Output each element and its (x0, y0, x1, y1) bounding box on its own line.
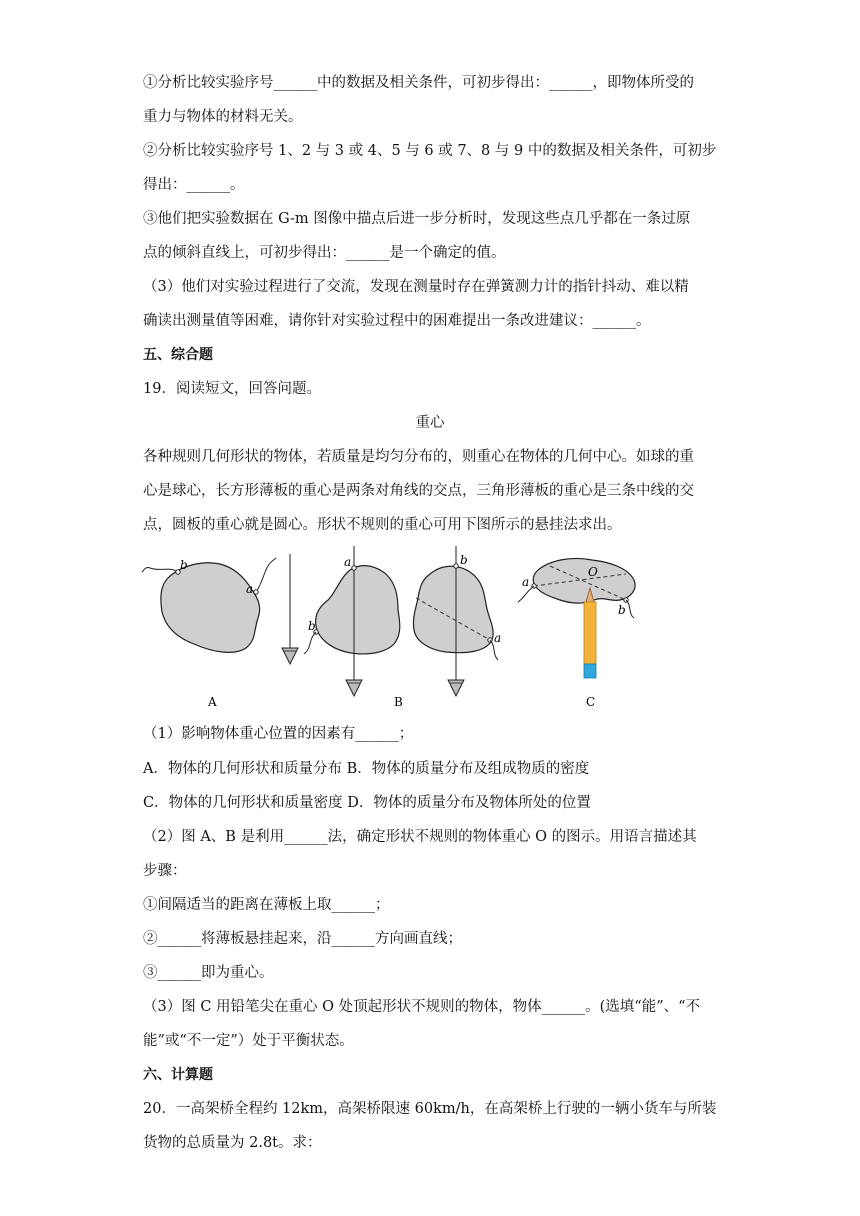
text-line: 得出：______。 (143, 177, 245, 193)
suspension-method-figure (140, 540, 640, 710)
sub-question-2-cont: 步骤： (143, 863, 187, 879)
article-paragraph: 心是球心，长方形薄板的重心是两条对角线的交点，三角形薄板的重心是三条中线的交 (143, 483, 694, 499)
sub-question-2: （2）图 A、B 是利用______法，确定形状不规则的物体重心 O 的图示。用语言描述其 (143, 829, 697, 845)
question-20-cont: 货物的总质量为 2.8t。求： (143, 1135, 322, 1151)
section-heading-6: 六、计算题 (143, 1067, 213, 1083)
text-line: （3）他们对实验过程进行了交流，发现在测量时存在弹簧测力计的指针抖动、难以精 (143, 279, 689, 295)
text-line: 确读出测量值等困难，请你针对实验过程中的困难提出一条改进建议：______。 (143, 313, 651, 329)
point-b-label: b (180, 558, 188, 572)
point-b-label: b (308, 619, 316, 633)
question-20: 20．一高架桥全程约 12km，高架桥限速 60km/h，在高架桥上行驶的一辆小货车与所装 (143, 1101, 717, 1117)
point-a-label: a (246, 582, 254, 596)
step-3: ③______即为重心。 (143, 965, 274, 981)
section-heading-5: 五、综合题 (143, 347, 213, 363)
article-paragraph: 各种规则几何形状的物体，若质量是均匀分布的，则重心在物体的几何中心。如球的重 (143, 449, 694, 465)
point-b-label: b (618, 603, 626, 617)
text-line: ③他们把实验数据在 G-m 图像中描点后进一步分析时，发现这些点几乎都在一条过原 (143, 211, 691, 227)
figure-label-b: B (394, 695, 403, 709)
step-1: ①间隔适当的距离在薄板上取______； (143, 897, 390, 913)
point-a-label: a (344, 555, 352, 569)
text-line: 重力与物体的材料无关。 (143, 109, 303, 125)
text-line: ①分析比较实验序号______中的数据及相关条件，可初步得出：______，即物体所受的 (143, 75, 694, 91)
point-o-label: O (588, 565, 598, 579)
question-19-intro: 19．阅读短文，回答问题。 (143, 381, 321, 397)
article-paragraph: 点，圆板的重心就是圆心。形状不规则的重心可用下图所示的悬挂法求出。 (143, 517, 622, 533)
text-line: 点的倾斜直线上，可初步得出：______是一个确定的值。 (143, 245, 506, 261)
article-title: 重心 (415, 415, 445, 431)
option-cd: C．物体的几何形状和质量密度 D．物体的质量分布及物体所处的位置 (143, 795, 591, 811)
point-a-label: a (522, 575, 530, 589)
text-line: ②分析比较实验序号 1、2 与 3 或 4、5 与 6 或 7、8 与 9 中的数据及相关条件，可初步 (143, 143, 717, 159)
step-2: ②______将薄板悬挂起来，沿______方向画直线； (143, 931, 462, 947)
point-b-label: b (460, 553, 468, 567)
sub-question-3-cont: 能”或“不一定”）处于平衡状态。 (143, 1033, 354, 1049)
option-ab: A．物体的几何形状和质量分布 B．物体的质量分布及组成物质的密度 (143, 761, 590, 777)
figure-label-a: A (208, 695, 217, 709)
figure-label-c: C (586, 695, 596, 709)
point-a-label: a (494, 631, 502, 645)
sub-question-3: （3）图 C 用铅笔尖在重心 O 处顶起形状不规则的物体，物体______。(选填“能”、“不 (143, 999, 701, 1015)
sub-question-1: （1）影响物体重心位置的因素有______； (143, 726, 414, 742)
